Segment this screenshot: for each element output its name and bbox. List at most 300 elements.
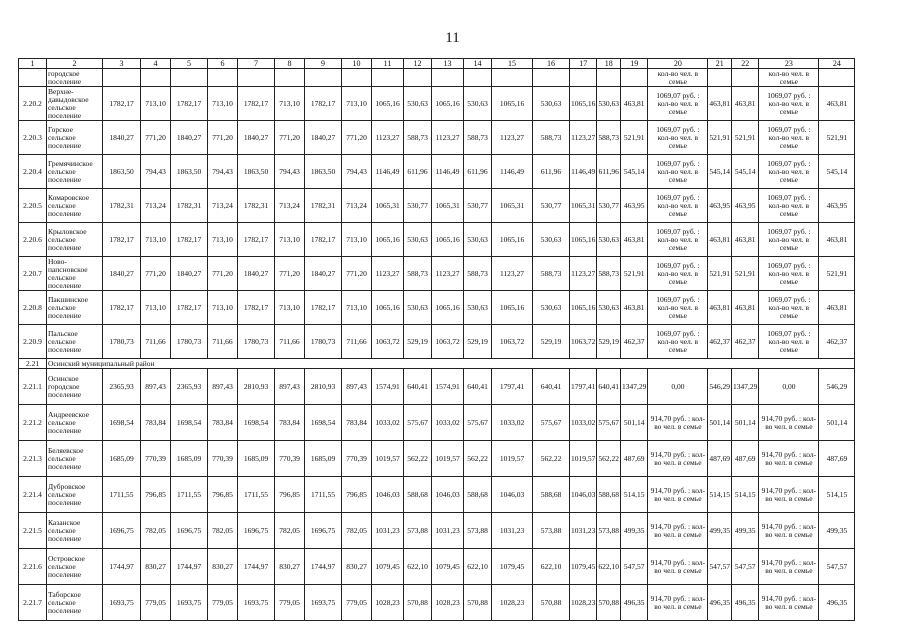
column-number-cell: 13	[432, 59, 464, 69]
formula-cell: 914,70 руб. : кол-во чел. в семье	[648, 513, 708, 549]
value-cell: 1146,49	[372, 155, 404, 189]
row-number-cell: 2.20.4	[19, 155, 47, 189]
table-row	[19, 325, 855, 359]
value-cell: 501,14	[621, 405, 648, 441]
value-cell: 713,24	[141, 189, 171, 223]
value-cell: 588,68	[404, 477, 432, 513]
value-cell: 562,22	[404, 441, 432, 477]
settlement-name-cell: Дубровское сельское поселение	[47, 477, 103, 513]
value-cell: 1033,02	[372, 405, 404, 441]
value-cell: 779,05	[141, 585, 171, 621]
column-number-cell: 11	[372, 59, 404, 69]
column-number-cell: 3	[103, 59, 141, 69]
value-cell: 783,84	[208, 405, 238, 441]
value-cell: 622,10	[533, 549, 570, 585]
value-cell: 462,37	[708, 325, 732, 359]
table-row	[19, 441, 855, 477]
table-row	[19, 513, 855, 549]
value-cell: 1079,45	[570, 549, 597, 585]
settlement-name-cell: Беляевское сельское поселение	[47, 441, 103, 477]
table-row	[19, 369, 855, 405]
value-cell: 1863,50	[305, 155, 342, 189]
value-cell: 546,29	[819, 369, 855, 405]
value-cell: 1031,23	[492, 513, 533, 549]
value-cell: 1840,27	[171, 257, 208, 291]
value-cell: 1685,09	[171, 441, 208, 477]
column-number-cell: 17	[570, 59, 597, 69]
value-cell: 771,20	[275, 257, 305, 291]
value-cell: 573,88	[404, 513, 432, 549]
value-cell: 830,27	[275, 549, 305, 585]
value-cell: 1863,50	[103, 155, 141, 189]
formula-cell: 0,00	[648, 369, 708, 405]
value-cell: 530,63	[464, 87, 492, 121]
value-cell: 782,05	[342, 513, 372, 549]
value-cell: 545,14	[621, 155, 648, 189]
column-number-cell: 2	[47, 59, 103, 69]
value-cell: 1065,16	[570, 87, 597, 121]
row-number-cell: 2.21.4	[19, 477, 47, 513]
value-cell: 588,73	[533, 121, 570, 155]
settlement-name-cell: городское поселение	[47, 69, 103, 87]
value-cell: 487,69	[708, 441, 732, 477]
value-cell: 1031,23	[570, 513, 597, 549]
value-cell: 530,63	[464, 223, 492, 257]
table-row	[19, 189, 855, 223]
value-cell: 575,67	[404, 405, 432, 441]
district-row	[19, 359, 855, 369]
value-cell: 1079,45	[492, 549, 533, 585]
formula-cell: 1069,07 руб. : кол-во чел. в семье	[648, 291, 708, 325]
value-cell: 782,05	[275, 513, 305, 549]
value-cell: 588,73	[597, 257, 621, 291]
value-cell: 2810,93	[238, 369, 275, 405]
formula-cell: 1069,07 руб. : кол-во чел. в семье	[759, 121, 819, 155]
formula-cell: 1069,07 руб. : кол-во чел. в семье	[759, 257, 819, 291]
value-cell: 1685,09	[305, 441, 342, 477]
value-cell: 711,66	[208, 325, 238, 359]
value-cell: 1711,55	[305, 477, 342, 513]
value-cell: 794,43	[208, 155, 238, 189]
value-cell: 588,68	[464, 477, 492, 513]
value-cell: 771,20	[141, 121, 171, 155]
settlement-name-cell: Гремячинское сельское поселение	[47, 155, 103, 189]
row-number-cell: 2.20.8	[19, 291, 47, 325]
column-number-cell: 4	[141, 59, 171, 69]
settlement-name-cell: Верхне-давыдовское сельское поселение	[47, 87, 103, 121]
settlement-name-cell: Ново-папсновское сельское поселение	[47, 257, 103, 291]
value-cell: 1347,29	[732, 369, 759, 405]
value-cell: 1146,49	[432, 155, 464, 189]
value-cell: 796,85	[141, 477, 171, 513]
column-number-cell: 22	[732, 59, 759, 69]
value-cell: 713,10	[141, 291, 171, 325]
table-row	[19, 121, 855, 155]
value-cell: 771,20	[275, 121, 305, 155]
value-cell: 521,91	[708, 257, 732, 291]
column-number-cell: 10	[342, 59, 372, 69]
value-cell: 622,10	[404, 549, 432, 585]
value-cell: 1782,17	[171, 87, 208, 121]
settlement-name-cell: Крыловское сельское поселение	[47, 223, 103, 257]
value-cell: 487,69	[732, 441, 759, 477]
value-cell: 713,10	[275, 291, 305, 325]
table-row	[19, 223, 855, 257]
value-cell: 521,91	[621, 121, 648, 155]
formula-cell: 1069,07 руб. : кол-во чел. в семье	[648, 155, 708, 189]
table-row	[19, 549, 855, 585]
value-cell: 713,10	[141, 223, 171, 257]
formula-cell: 1069,07 руб. : кол-во чел. в семье	[759, 155, 819, 189]
value-cell: 794,43	[275, 155, 305, 189]
value-cell: 521,91	[819, 257, 855, 291]
value-cell: 771,20	[342, 257, 372, 291]
formula-cell: 1069,07 руб. : кол-во чел. в семье	[648, 223, 708, 257]
value-cell: 521,91	[708, 121, 732, 155]
table-body	[19, 59, 855, 621]
value-cell: 1744,97	[305, 549, 342, 585]
value-cell: 1711,55	[103, 477, 141, 513]
value-cell: 897,43	[342, 369, 372, 405]
value-cell: 562,22	[533, 441, 570, 477]
value-cell: 830,27	[141, 549, 171, 585]
settlement-name-cell: Комаровское сельское поселение	[47, 189, 103, 223]
value-cell: 1063,72	[570, 325, 597, 359]
value-cell: 1065,31	[372, 189, 404, 223]
value-cell: 1079,45	[432, 549, 464, 585]
value-cell: 514,15	[732, 477, 759, 513]
value-cell: 1693,75	[305, 585, 342, 621]
column-number-cell: 24	[819, 59, 855, 69]
settlement-name-cell: Казанское сельское поселение	[47, 513, 103, 549]
value-cell: 640,41	[597, 369, 621, 405]
value-cell: 1079,45	[372, 549, 404, 585]
value-cell: 573,88	[464, 513, 492, 549]
value-cell: 1123,27	[570, 257, 597, 291]
value-cell: 1065,16	[372, 223, 404, 257]
value-cell: 1782,17	[238, 87, 275, 121]
value-cell: 570,88	[464, 585, 492, 621]
row-number-cell: 2.20.6	[19, 223, 47, 257]
value-cell: 530,77	[533, 189, 570, 223]
table-row	[19, 69, 855, 87]
value-cell: 463,95	[708, 189, 732, 223]
value-cell: 1033,02	[492, 405, 533, 441]
value-cell: 529,19	[597, 325, 621, 359]
value-cell: 1696,75	[305, 513, 342, 549]
value-cell: 530,77	[597, 189, 621, 223]
value-cell: 1744,97	[171, 549, 208, 585]
value-cell: 1065,16	[432, 223, 464, 257]
value-cell: 1782,17	[305, 291, 342, 325]
value-cell: 463,95	[819, 189, 855, 223]
value-cell: 530,63	[404, 223, 432, 257]
value-cell: 1031,23	[372, 513, 404, 549]
value-cell: 713,24	[208, 189, 238, 223]
value-cell: 897,43	[141, 369, 171, 405]
value-cell: 521,91	[732, 121, 759, 155]
value-cell: 1123,27	[432, 121, 464, 155]
value-cell: 1065,16	[432, 87, 464, 121]
value-cell: 1065,16	[372, 87, 404, 121]
value-cell: 573,88	[597, 513, 621, 549]
value-cell: 713,10	[275, 87, 305, 121]
value-cell: 897,43	[208, 369, 238, 405]
value-cell: 1065,16	[492, 87, 533, 121]
formula-cell: 1069,07 руб. : кол-во чел. в семье	[648, 257, 708, 291]
value-cell: 1782,31	[103, 189, 141, 223]
value-cell: 588,73	[533, 257, 570, 291]
value-cell: 1574,91	[372, 369, 404, 405]
formula-cell: 914,70 руб. : кол-во чел. в семье	[759, 513, 819, 549]
value-cell: 1782,31	[305, 189, 342, 223]
value-cell: 611,96	[597, 155, 621, 189]
formula-cell: 914,70 руб. : кол-во чел. в семье	[648, 477, 708, 513]
value-cell: 514,15	[708, 477, 732, 513]
value-cell: 1840,27	[103, 121, 141, 155]
formula-cell: 1069,07 руб. : кол-во чел. в семье	[648, 325, 708, 359]
value-cell: 1780,73	[305, 325, 342, 359]
value-cell: 1123,27	[570, 121, 597, 155]
value-cell: 770,39	[275, 441, 305, 477]
value-cell: 547,57	[621, 549, 648, 585]
value-cell: 463,81	[708, 291, 732, 325]
settlement-name-cell: Пакшинское сельское поселение	[47, 291, 103, 325]
value-cell: 713,10	[141, 87, 171, 121]
value-cell: 1863,50	[171, 155, 208, 189]
value-cell: 1065,16	[492, 223, 533, 257]
value-cell: 588,73	[404, 121, 432, 155]
value-cell: 1019,57	[492, 441, 533, 477]
table-row	[19, 405, 855, 441]
value-cell: 1019,57	[570, 441, 597, 477]
value-cell: 1123,27	[432, 257, 464, 291]
formula-cell: 1069,07 руб. : кол-во чел. в семье	[759, 291, 819, 325]
formula-cell: 914,70 руб. : кол-во чел. в семье	[759, 477, 819, 513]
value-cell: 1065,16	[372, 291, 404, 325]
district-number-cell: 2.21	[19, 359, 47, 369]
value-cell: 570,88	[597, 585, 621, 621]
value-cell: 1744,97	[103, 549, 141, 585]
value-cell: 575,67	[533, 405, 570, 441]
value-cell: 1123,27	[492, 257, 533, 291]
value-cell: 830,27	[208, 549, 238, 585]
value-cell: 487,69	[621, 441, 648, 477]
value-cell: 771,20	[208, 121, 238, 155]
column-number-cell: 7	[238, 59, 275, 69]
value-cell: 499,35	[708, 513, 732, 549]
value-cell: 462,37	[819, 325, 855, 359]
settlement-name-cell: Андреевское сельское поселение	[47, 405, 103, 441]
value-cell: 2810,93	[305, 369, 342, 405]
value-cell: 1065,16	[570, 291, 597, 325]
column-number-cell: 9	[305, 59, 342, 69]
value-cell: 1685,09	[238, 441, 275, 477]
value-cell: 711,66	[275, 325, 305, 359]
value-cell: 530,63	[464, 291, 492, 325]
column-number-cell: 19	[621, 59, 648, 69]
value-cell: 588,73	[464, 257, 492, 291]
value-cell: 546,29	[708, 369, 732, 405]
value-cell: 463,81	[732, 291, 759, 325]
table-row	[19, 477, 855, 513]
value-cell: 1698,54	[171, 405, 208, 441]
formula-cell: 914,70 руб. : кол-во чел. в семье	[648, 441, 708, 477]
formula-cell: 0,00	[759, 369, 819, 405]
settlement-name-cell: Таборское сельское поселение	[47, 585, 103, 621]
value-cell: 830,27	[342, 549, 372, 585]
value-cell: 530,63	[533, 223, 570, 257]
value-cell: 1698,54	[103, 405, 141, 441]
formula-cell: 1069,07 руб. : кол-во чел. в семье	[648, 87, 708, 121]
value-cell: 496,35	[708, 585, 732, 621]
value-cell: 499,35	[732, 513, 759, 549]
value-cell: 1840,27	[238, 121, 275, 155]
value-cell: 463,81	[732, 223, 759, 257]
value-cell: 514,15	[621, 477, 648, 513]
value-cell: 1063,72	[432, 325, 464, 359]
value-cell: 1782,17	[238, 291, 275, 325]
value-cell: 713,10	[342, 291, 372, 325]
formula-cell: 1069,07 руб. : кол-во чел. в семье	[759, 87, 819, 121]
row-number-cell: 2.20.5	[19, 189, 47, 223]
value-cell: 1123,27	[372, 257, 404, 291]
value-cell: 530,63	[404, 87, 432, 121]
value-cell: 711,66	[141, 325, 171, 359]
value-cell: 1780,73	[103, 325, 141, 359]
value-cell: 782,05	[208, 513, 238, 549]
value-cell: 1028,23	[570, 585, 597, 621]
value-cell: 1840,27	[305, 257, 342, 291]
value-cell: 1840,27	[305, 121, 342, 155]
value-cell: 462,37	[621, 325, 648, 359]
value-cell: 796,85	[275, 477, 305, 513]
value-cell: 611,96	[404, 155, 432, 189]
row-number-cell: 2.21.5	[19, 513, 47, 549]
value-cell: 529,19	[533, 325, 570, 359]
value-cell: 1033,02	[432, 405, 464, 441]
column-number-cell: 8	[275, 59, 305, 69]
value-cell: 545,14	[819, 155, 855, 189]
value-cell: 1065,16	[492, 291, 533, 325]
value-cell: 1797,41	[570, 369, 597, 405]
value-cell: 588,73	[597, 121, 621, 155]
value-cell: 713,10	[208, 223, 238, 257]
value-cell: 530,77	[464, 189, 492, 223]
value-cell: 1711,55	[171, 477, 208, 513]
value-cell: 1782,17	[171, 223, 208, 257]
value-cell: 640,41	[464, 369, 492, 405]
value-cell: 496,35	[732, 585, 759, 621]
value-cell: 1696,75	[103, 513, 141, 549]
formula-cell: 914,70 руб. : кол-во чел. в семье	[648, 585, 708, 621]
settlement-name-cell: Горское сельское поселение	[47, 121, 103, 155]
value-cell: 1782,17	[103, 223, 141, 257]
value-cell: 713,24	[342, 189, 372, 223]
value-cell: 575,67	[597, 405, 621, 441]
value-cell: 782,05	[141, 513, 171, 549]
column-number-cell: 15	[492, 59, 533, 69]
value-cell: 499,35	[621, 513, 648, 549]
value-cell: 529,19	[464, 325, 492, 359]
value-cell: 1347,29	[621, 369, 648, 405]
column-number-cell: 18	[597, 59, 621, 69]
formula-cell: 914,70 руб. : кол-во чел. в семье	[759, 585, 819, 621]
table-row	[19, 291, 855, 325]
formula-cell: 1069,07 руб. : кол-во чел. в семье	[759, 223, 819, 257]
value-cell: 1033,02	[570, 405, 597, 441]
value-cell: 1123,27	[492, 121, 533, 155]
value-cell: 547,57	[732, 549, 759, 585]
value-cell: 562,22	[464, 441, 492, 477]
district-name-cell: Осинский муниципальный район	[47, 359, 855, 369]
value-cell: 1028,23	[432, 585, 464, 621]
value-cell: 1693,75	[103, 585, 141, 621]
value-cell: 1782,17	[103, 291, 141, 325]
value-cell: 1698,54	[238, 405, 275, 441]
value-cell: 1046,03	[570, 477, 597, 513]
column-number-cell: 5	[171, 59, 208, 69]
value-cell: 1028,23	[492, 585, 533, 621]
column-number-cell: 12	[404, 59, 432, 69]
row-number-cell: 2.20.3	[19, 121, 47, 155]
table-row	[19, 87, 855, 121]
value-cell: 794,43	[342, 155, 372, 189]
value-cell: 463,81	[819, 223, 855, 257]
value-cell: 530,63	[597, 291, 621, 325]
tariff-table	[18, 58, 855, 621]
formula-cell: 914,70 руб. : кол-во чел. в семье	[759, 549, 819, 585]
value-cell: 545,14	[708, 155, 732, 189]
value-cell: 1840,27	[103, 257, 141, 291]
value-cell: 588,68	[597, 477, 621, 513]
value-cell: 463,81	[621, 87, 648, 121]
value-cell: 499,35	[819, 513, 855, 549]
value-cell: 529,19	[404, 325, 432, 359]
value-cell: 562,22	[597, 441, 621, 477]
value-cell: 570,88	[533, 585, 570, 621]
value-cell: 1782,31	[171, 189, 208, 223]
formula-cell: 1069,07 руб. : кол-во чел. в семье	[759, 189, 819, 223]
value-cell: 463,95	[621, 189, 648, 223]
value-cell: 1146,49	[492, 155, 533, 189]
formula-cell: 914,70 руб. : кол-во чел. в семье	[648, 549, 708, 585]
value-cell: 611,96	[533, 155, 570, 189]
settlement-name-cell: Пальское сельское поселение	[47, 325, 103, 359]
value-cell: 1065,16	[570, 223, 597, 257]
value-cell: 547,57	[708, 549, 732, 585]
value-cell: 1693,75	[171, 585, 208, 621]
formula-cell: 1069,07 руб. : кол-во чел. в семье	[759, 325, 819, 359]
formula-cell: 1069,07 руб. : кол-во чел. в семье	[648, 121, 708, 155]
value-cell: 530,63	[597, 87, 621, 121]
value-cell: 487,69	[819, 441, 855, 477]
value-cell: 770,39	[141, 441, 171, 477]
value-cell: 545,14	[732, 155, 759, 189]
value-cell: 1019,57	[432, 441, 464, 477]
value-cell: 1696,75	[238, 513, 275, 549]
row-number-cell: 2.21.2	[19, 405, 47, 441]
value-cell: 783,84	[141, 405, 171, 441]
value-cell: 530,63	[597, 223, 621, 257]
value-cell: 463,81	[621, 291, 648, 325]
row-number-cell: 2.21.6	[19, 549, 47, 585]
value-cell: 771,20	[141, 257, 171, 291]
value-cell: 463,95	[732, 189, 759, 223]
value-cell: 463,81	[708, 223, 732, 257]
value-cell: 588,73	[404, 257, 432, 291]
value-cell: 779,05	[208, 585, 238, 621]
